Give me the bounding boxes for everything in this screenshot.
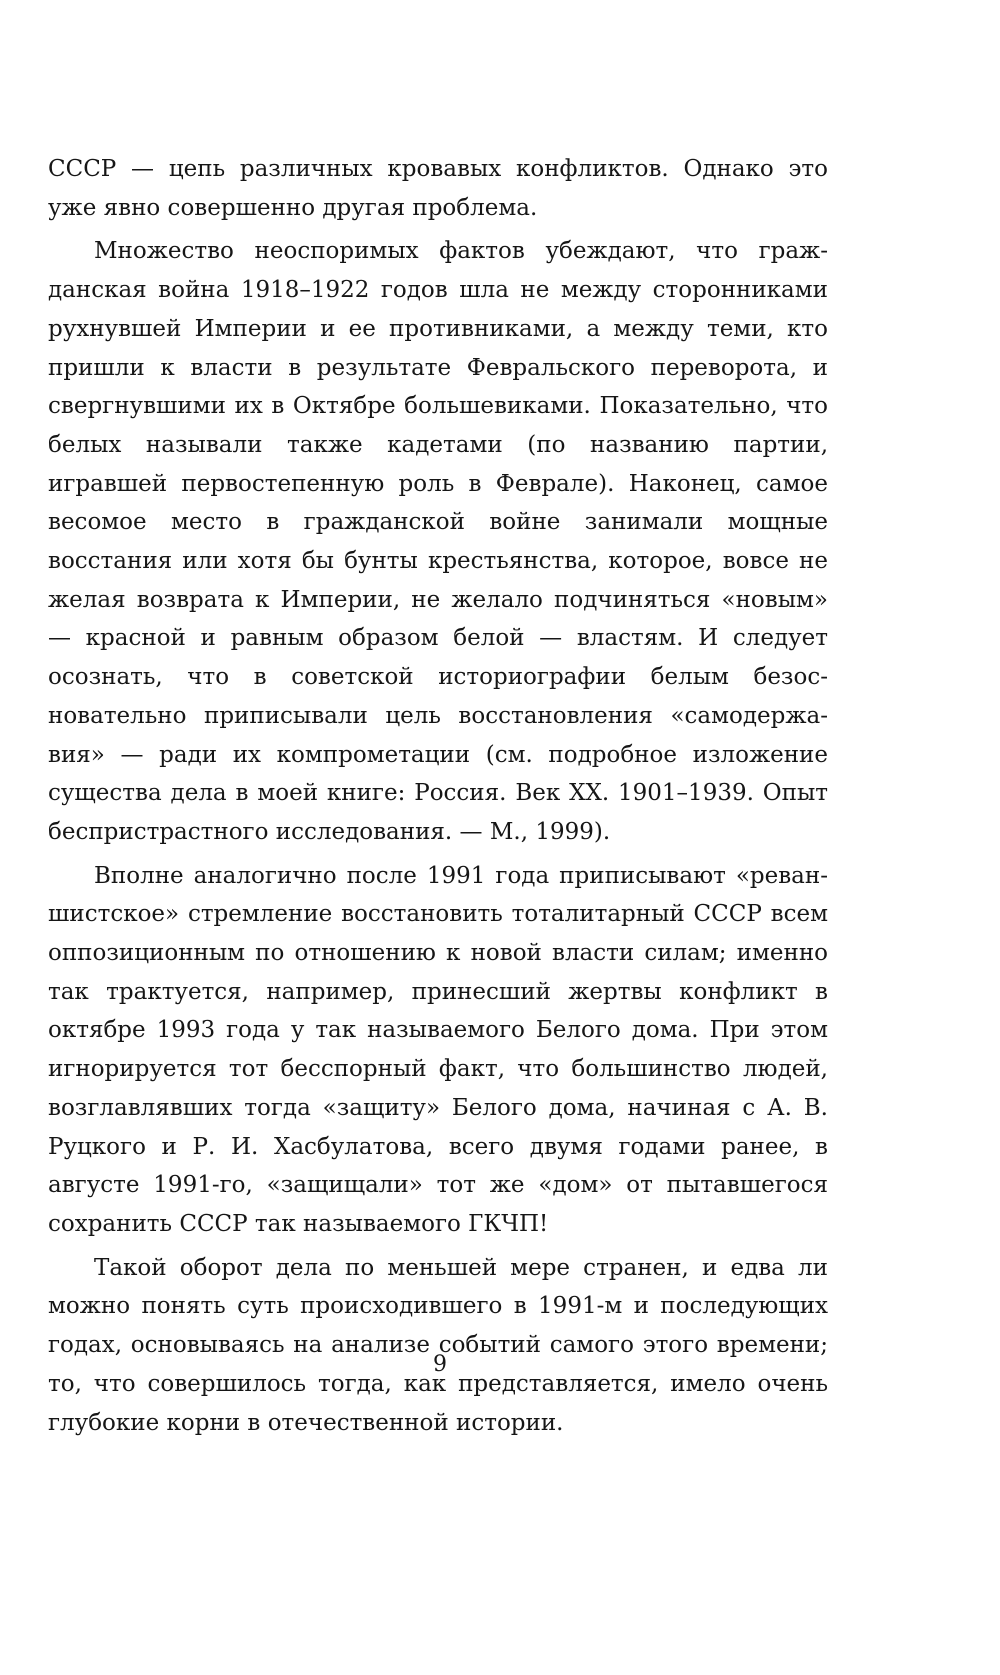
paragraph-conclusion: Такой оборот дела по меньшей мере странен, и едва ли можно понять суть происходившего в 1991-м и последующих годах, основываясь на анализе событий самого этого времени; то, что совершилось тогда, как представляется, имело очень глубокие корни в отечественной истории. bbox=[48, 1254, 828, 1436]
paragraph-after-1991: Вполне аналогично после 1991 года приписывают «реваншистское» стремление восстановить тоталитарный СССР всем оппозиционным по отношению к новой власти силам; именно так трактуется, например, принесший жертвы конфликт в октябре 1993 года у так называемого Белого дома. При этом игнорируется тот бесспорный факт, что большинство людей, возглавлявших тогда «защиту» Белого дома, начиная с А. В. Руцкого и Р. И. Хасбулатова, всего двумя годами ранее, в августе 1991-го, «защищали» тот же «дом» от пытавшегося сохранить СССР так называемого ГКЧП! bbox=[48, 862, 828, 1237]
page-body bbox=[48, 150, 828, 1442]
page-number: 9 bbox=[433, 1352, 447, 1377]
paragraph-continuation: СССР — цепь различных кровавых конфликтов. Однако это уже явно совершенно другая проблема. bbox=[48, 156, 828, 221]
paragraph-civil-war: Множество неоспоримых фактов убеждают, что гражданская война 1918–1922 годов шла не между сторонниками рухнувшей Империи и ее противниками, а между теми, кто пришли к власти в результате Февральского переворота, и свергнувшими их в Октябре большевиками. Показательно, что белых называли также кадетами (по названию партии, игравшей первостепенную роль в Феврале). Наконец, самое весомое место в гражданской войне занимали мощные восстания или хотя бы бунты крестьянства, которое, вовсе не желая возврата к Империи, не желало подчиняться «новым» — красной и равным образом белой — властям. И следует осознать, что в советской историографии белым безосновательно приписывали цель восстановления «самодержавия» — ради их компрометации (см. подробное изложение существа дела в моей книге: Россия. Век XX. 1901–1939. Опыт беспристрастного исследования. — М., 1999). bbox=[48, 238, 828, 845]
